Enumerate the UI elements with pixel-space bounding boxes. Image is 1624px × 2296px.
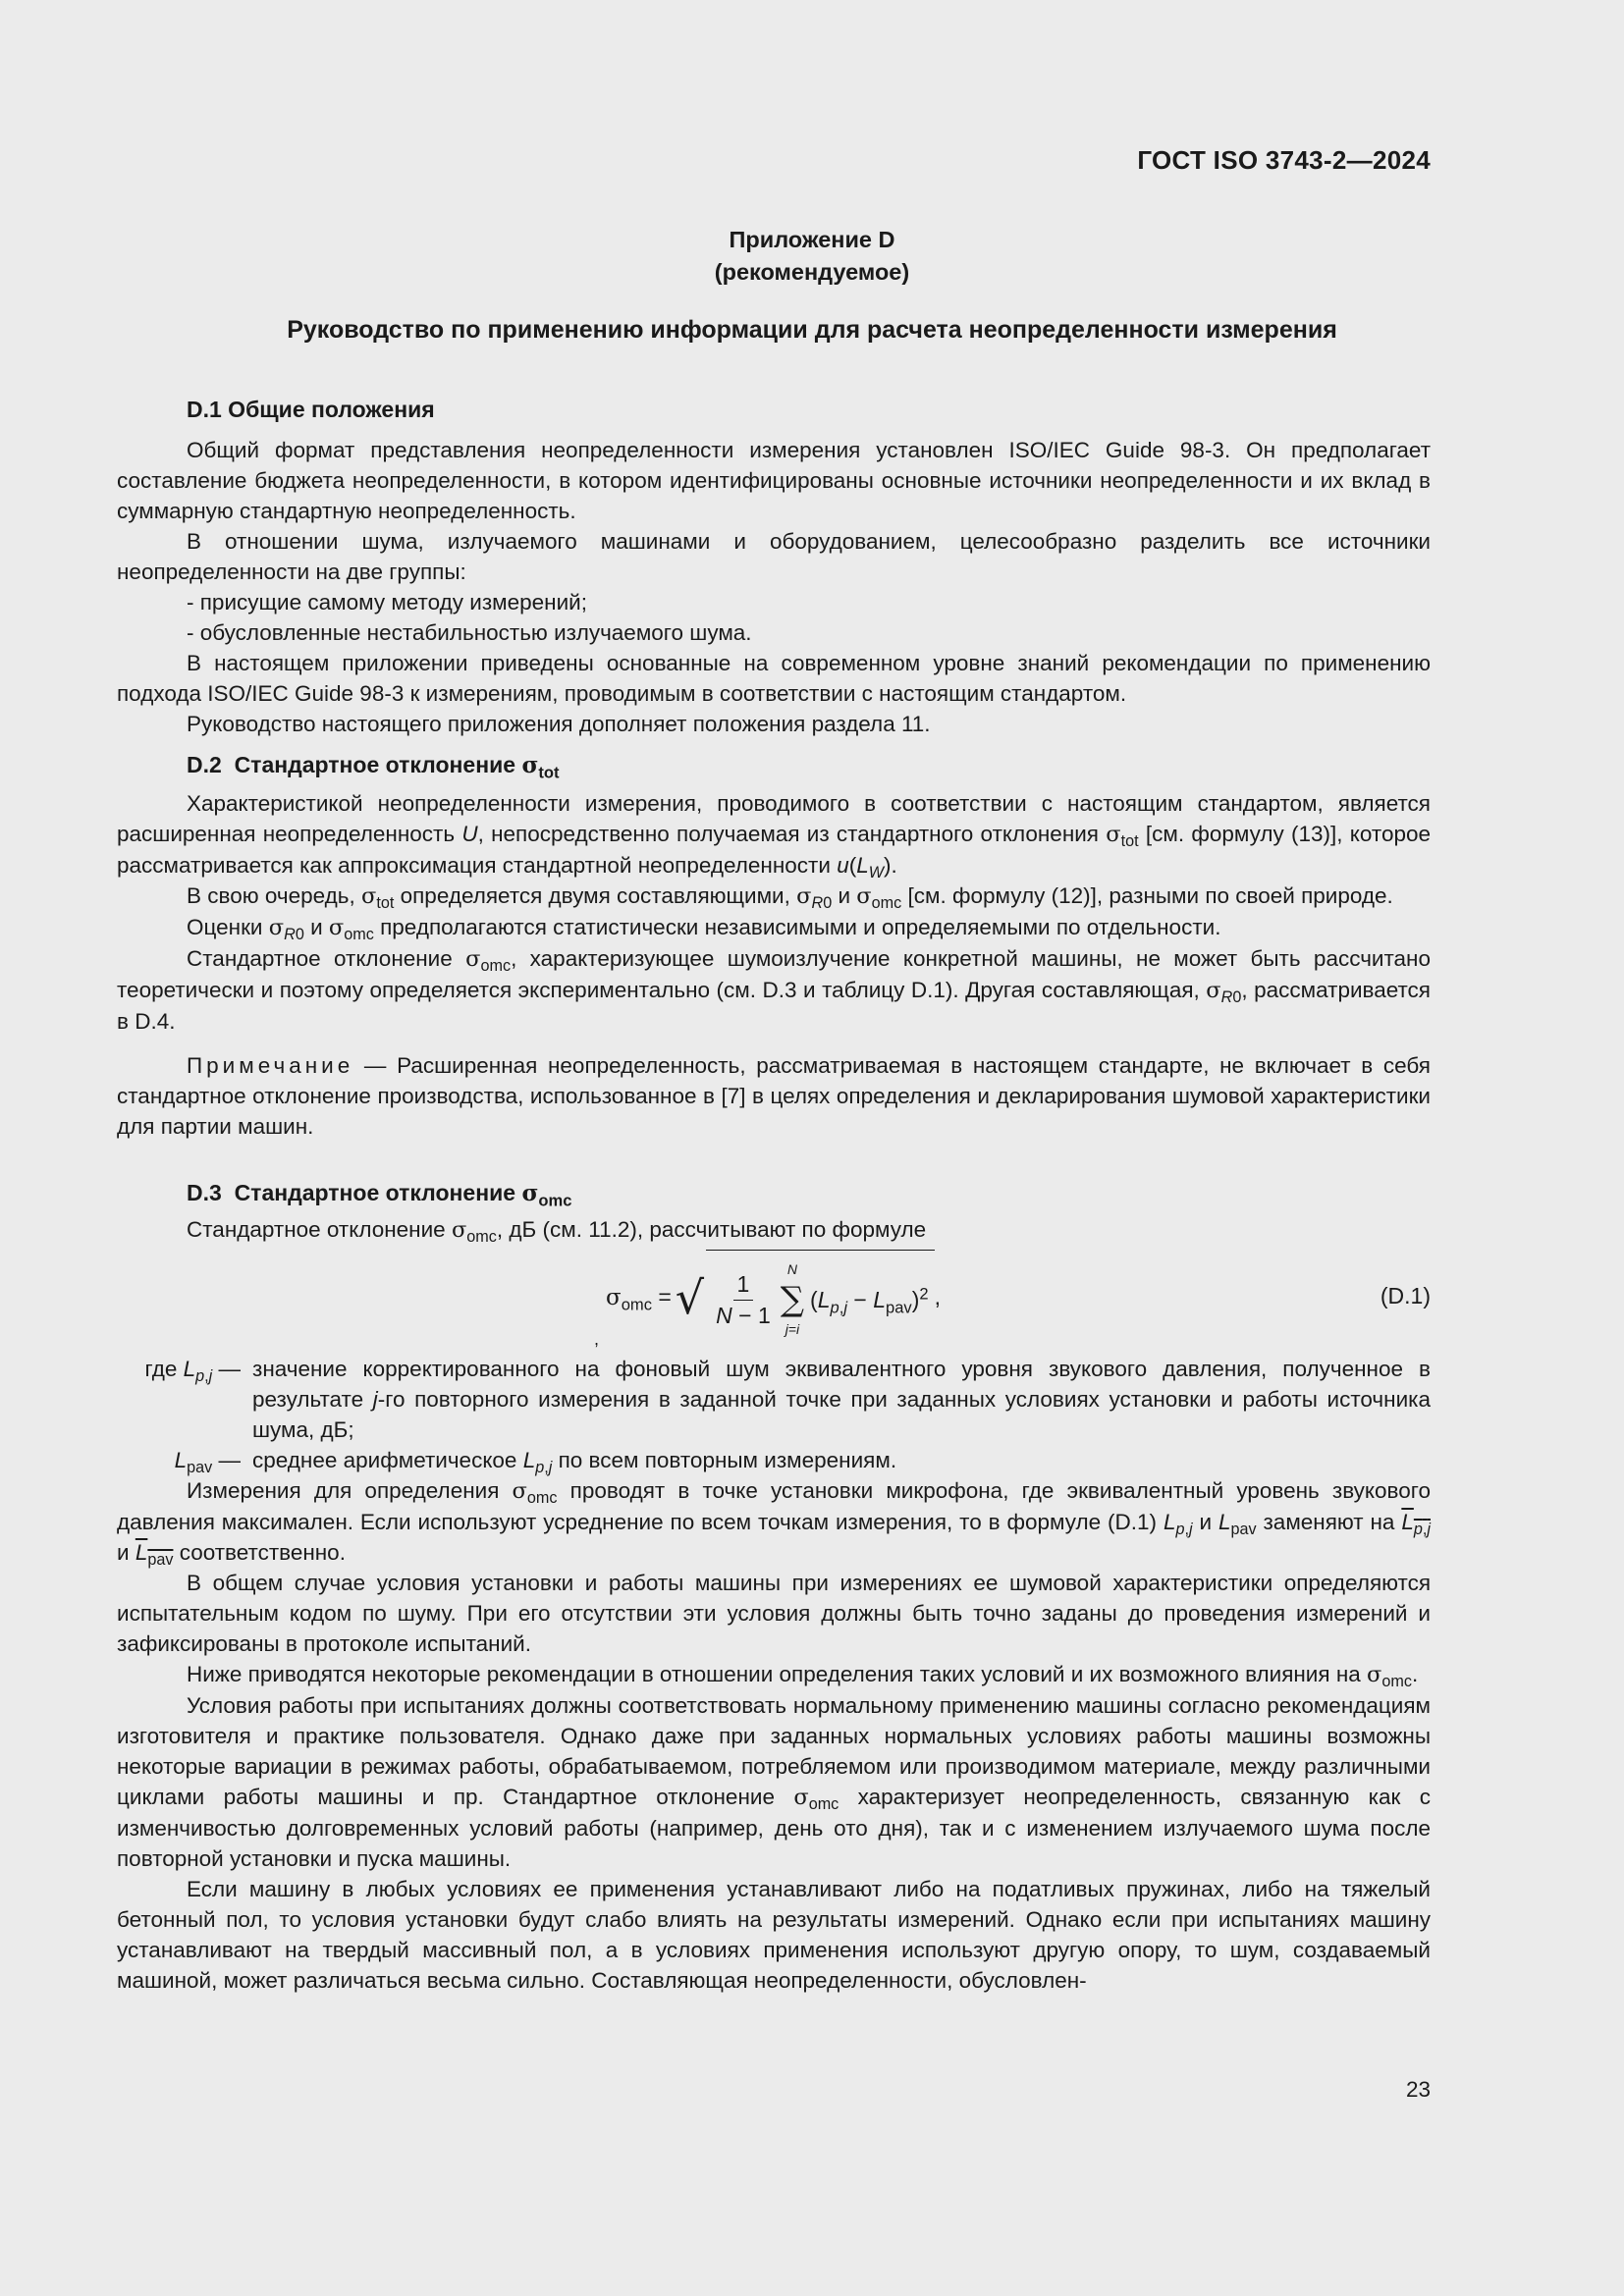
fraction-numerator: 1: [733, 1269, 754, 1301]
section-d1: [117, 395, 1431, 739]
list-item: - обусловленные нестабильностью излучаемого шума.: [187, 620, 752, 645]
sum-symbol: N ∑ j=i: [781, 1255, 804, 1345]
sqrt-sign: √: [675, 1270, 705, 1324]
where-text: среднее арифметическое $L_{p,j}$ по всем повторным измерениям.: [252, 1448, 897, 1477]
paragraph: Ниже приводятся некоторые рекомендации в отношении определения таких условий и их возможного влияния на $\sigma_{omc}$.: [187, 1662, 1419, 1691]
formula-number: (D.1): [1380, 1283, 1431, 1308]
note-text: — Расширенная неопределенность, рассматриваемая в настоящем стандарте, не включает в себя стандартное отклонение производства, использованное в [7] в целях определения и декларирования шумовой характеристики для партии машин.: [117, 1053, 1431, 1139]
paragraph: Условия работы при испытаниях должны соответствовать нормальному применению машины согласно рекомендациям изготовителя и практике пользователя. Однако даже при заданных нормальных условиях работы машины возможны некоторые вариации в режимах работы, обрабатываемом, потребляемом или производимом материале, между различными циклами работы машины и пр. Стандартное отклонение $\sigma_{omc}$ характеризует неопределенность, связанную как с изменчивостью долговременных условий работы (например, день ото дня), так и с изменением излучаемого шума после повторной установки и пуска машины.: [117, 1693, 1431, 1871]
where-key: где $L_{p,j}$ —: [144, 1357, 241, 1386]
formula-tail: ,: [934, 1284, 941, 1309]
annex-heading: [0, 224, 1624, 289]
fraction-denominator: N − 1: [716, 1302, 771, 1328]
formula-body: [606, 1250, 941, 1345]
fraction: [716, 1269, 771, 1331]
paragraph: В отношении шума, излучаемого машинами и оборудованием, целесообразно разделить все источники неопределенности на две группы:: [117, 529, 1431, 584]
paragraph: Стандартное отклонение $\sigma_{omc}$, характеризующее шумоизлучение конкретной машины, не может быть рассчитано теоретически и поэтому определяется экспериментально (см. D.3 и таблицу D.1). Другая составляющая, $\sigma_{R0}$, рассматривается в D.4.: [117, 946, 1431, 1034]
paragraph: Характеристикой неопределенности измерения, проводимого в соответствии с настоящим стандартом, является расширенная неопределенность U, непосредственно получаемая из стандартного отклонения $\sigma_{tot}$ [см. формулу (13)], которое рассматривается как аппроксимация стандартной неопределенности $u(L_W)$.: [117, 791, 1432, 882]
annex-title: Приложение D: [729, 227, 895, 252]
paragraph: В общем случае условия установки и работы машины при измерениях ее шумовой характеристики определяются испытательным кодом по шуму. При его отсутствии эти условия должны быть точно заданы до проведения измерений и зафиксированы в протоколе испытаний.: [117, 1571, 1431, 1656]
section-heading: D.2 Стандартное отклонение $\sigma_{tot}$: [187, 752, 560, 782]
formula-term: $(L_{p,j} - L_{pav})^2$: [810, 1283, 929, 1316]
paragraph: Измерения для определения $\sigma_{omc}$ проводят в точке установки микрофона, где эквивалентный уровень звукового давления максимален. Если используют усреднение по всем точкам измерения, то в формуле (D.1) $L_{p,j}$ и $L_{pav}$ заменяют на $L_{p,j}$ и $L_{pav}$ соответственно.: [117, 1478, 1431, 1570]
section-heading: D.1 Общие положения: [187, 397, 435, 422]
paragraph: В свою очередь, $\sigma_{tot}$ определяется двумя составляющими, $\sigma_{R0}$ и $\sigma_{omc}$ [см. формулу (12)], разными по своей природе.: [187, 883, 1393, 913]
paragraph: Оценки $\sigma_{R0}$ и $\sigma_{omc}$ предполагаются статистически независимыми и определяемыми по отдельности.: [187, 915, 1221, 944]
annex-type: (рекомендуемое): [714, 259, 910, 285]
note: [117, 1050, 1431, 1142]
where-list: [117, 1354, 1431, 1475]
formula-lhs: $\sigma_{omc}$ =: [606, 1283, 672, 1313]
paragraph: Общий формат представления неопределенности измерения установлен ISO/IEC Guide 98-3. Он предполагает составление бюджета неопределенности, в котором идентифицированы основные источники неопределенности и их вклад в суммарную стандартную неопределенность.: [117, 438, 1431, 523]
formula-d1: [117, 1246, 1431, 1354]
paragraph: Стандартное отклонение $\sigma_{omc}$, дБ (см. 11.2), рассчитывают по формуле: [187, 1217, 927, 1247]
section-heading: D.3 Стандартное отклонение $\sigma_{omc}$: [187, 1180, 572, 1210]
stray-comma: ,: [594, 1329, 600, 1349]
where-key: $L_{pav}$ —: [174, 1448, 241, 1477]
main-title: Руководство по применению информации для расчета неопределенности измерения: [287, 316, 1337, 344]
paragraph: Руководство настоящего приложения дополняет положения раздела 11.: [187, 712, 931, 736]
paragraph: В настоящем приложении приведены основанные на современном уровне знаний рекомендации по применению подхода ISO/IEC Guide 98-3 к измерениям, проводимым в соответствии с настоящим стандартом.: [117, 651, 1431, 706]
document-code: ГОСТ ISO 3743-2—2024: [1137, 145, 1431, 175]
note-label: Примечание: [187, 1053, 354, 1078]
section-d2: [117, 750, 1431, 1142]
where-text: значение корректированного на фоновый шум эквивалентного уровня звукового давления, полученное в результате j-го повторного измерения в заданной точке при заданных условиях установки и работы источника шума, дБ;: [252, 1357, 1431, 1442]
section-d3: [117, 1178, 1431, 1996]
sqrt-body: [706, 1250, 934, 1345]
sum-upper: N: [786, 1261, 797, 1277]
list-item: - присущие самому методу измерений;: [187, 590, 587, 614]
page-number: 23: [1405, 2077, 1431, 2102]
paragraph: Если машину в любых условиях ее применения устанавливают либо на податливых пружинах, либо на тяжелый бетонный пол, то условия установки будут слабо влиять на результаты измерений. Однако если при испытаниях машину устанавливают на твердый массивный пол, а в условиях применения используют другую опору, то шум, создаваемый машиной, может различаться весьма сильно. Составляющая неопределенности, обусловлен-: [117, 1877, 1431, 1993]
sum-lower: j=i: [785, 1321, 800, 1337]
